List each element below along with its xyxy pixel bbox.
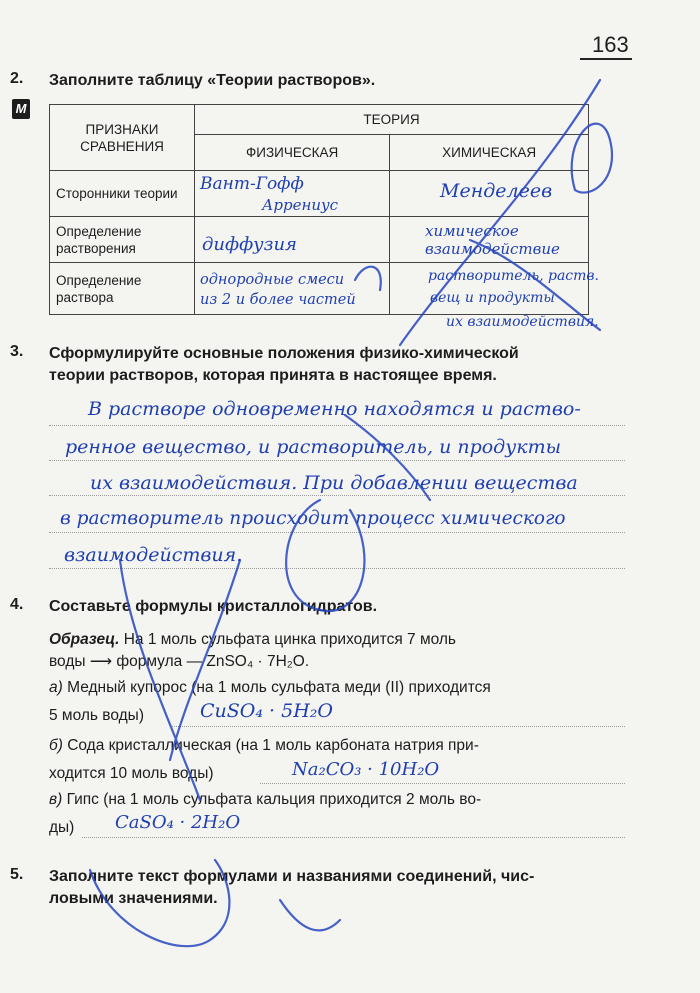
item-c-letter: в): [49, 791, 63, 808]
sample-line-2: воды ⟶ формула — ZnSO₄ · 7H₂O.: [49, 653, 310, 670]
question-2-number: 2.: [10, 70, 24, 87]
table-theory-header: ТЕОРИЯ: [195, 105, 589, 135]
row-label-solution: Определение раствора: [50, 263, 195, 315]
handwritten-answer-line-2: ренное вещество, и растворитель, и продукты: [65, 436, 562, 458]
row-label-supporters: Сторонники теории: [50, 171, 195, 217]
question-4-number: 4.: [10, 596, 24, 613]
scribble-stroke: [470, 240, 600, 330]
scribble-stroke: [170, 560, 240, 760]
row-label-dissolution: Определение растворения: [50, 217, 195, 263]
item-c-line-2: ды): [49, 819, 75, 836]
scribble-stroke: [90, 860, 229, 946]
item-b-text-1: Сода кристаллическая (на 1 моль карбоната натрия при-: [67, 737, 479, 754]
table-col-physical: ФИЗИЧЕСКАЯ: [195, 135, 390, 171]
handwritten-chemical-supporters: Менделеев: [440, 180, 553, 202]
scribble-stroke: [120, 560, 200, 800]
question-3-line1: Сформулируйте основные положения физико-химической: [49, 345, 519, 362]
scribble-stroke: [280, 900, 340, 930]
question-3-number: 3.: [10, 343, 24, 360]
handwritten-formula-b: Na₂CO₃ · 10H₂O: [292, 759, 440, 780]
m-badge-icon: М: [12, 99, 30, 119]
question-2-text: Заполните таблицу «Теории растворов».: [49, 72, 376, 89]
scribble-stroke: [286, 500, 364, 611]
handwritten-answer-line-3: их взаимодействия. При добавлении вещества: [90, 472, 578, 494]
handwritten-chemical-solution-3: их взаимодействия.: [446, 314, 599, 330]
item-b-line-2: ходится 10 моль воды): [49, 765, 214, 782]
handwritten-physical-supporters-2: Аррениус: [262, 196, 339, 214]
handwritten-answer-line-1: В растворе одновременно находятся и раство-: [88, 398, 581, 420]
table-col-chemical: ХИМИЧЕСКАЯ: [390, 135, 589, 171]
handwritten-answer-line-5: взаимодействия.: [64, 544, 243, 566]
handwritten-physical-solution-1: однородные смеси: [200, 272, 345, 288]
scribble-stroke: [572, 124, 612, 193]
item-c-text-1: Гипс (на 1 моль сульфата кальция приходится 2 моль во-: [66, 791, 482, 808]
question-5-number: 5.: [10, 866, 24, 883]
handwritten-physical-supporters-1: Вант-Гофф: [200, 174, 304, 194]
handwritten-answer-line-4: в растворитель происходит процесс химического: [60, 508, 566, 529]
sample-text-1: На 1 моль сульфата цинка приходится 7 моль: [123, 631, 457, 648]
handwritten-formula-c: CaSO₄ · 2H₂O: [115, 812, 241, 833]
handwritten-formula-a: CuSO₄ · 5H₂O: [200, 700, 333, 722]
item-a-letter: а): [49, 679, 63, 696]
handwritten-physical-solution-2: из 2 и более частей: [200, 292, 356, 308]
item-b-letter: б): [49, 737, 63, 754]
question-4-text: Составьте формулы кристаллогидратов.: [49, 598, 378, 615]
question-3-line2: теории растворов, которая принята в настоящее время.: [49, 367, 497, 384]
table-corner-header: ПРИЗНАКИ СРАВНЕНИЯ: [50, 105, 195, 171]
item-a-text-1: Медный купорос (на 1 моль сульфата меди (II) приходится: [67, 679, 491, 696]
question-5-line1: Заполните текст формулами и названиями соединений, чис-: [49, 868, 535, 885]
scribble-stroke: [355, 267, 381, 290]
page-number: 163: [592, 32, 629, 57]
handwritten-physical-dissolution: диффузия: [202, 234, 297, 255]
item-a-line-2: 5 моль воды): [49, 707, 144, 724]
handwritten-chemical-solution-1: растворитель, раств.: [428, 268, 600, 284]
question-5-line2: ловыми значениями.: [49, 890, 218, 907]
sample-label: Образец.: [49, 631, 120, 648]
handwritten-chemical-dissolution: химическое взаимодействие: [425, 222, 560, 258]
handwritten-chemical-solution-2: вещ и продукты: [430, 290, 555, 306]
scribble-stroke: [345, 415, 430, 500]
